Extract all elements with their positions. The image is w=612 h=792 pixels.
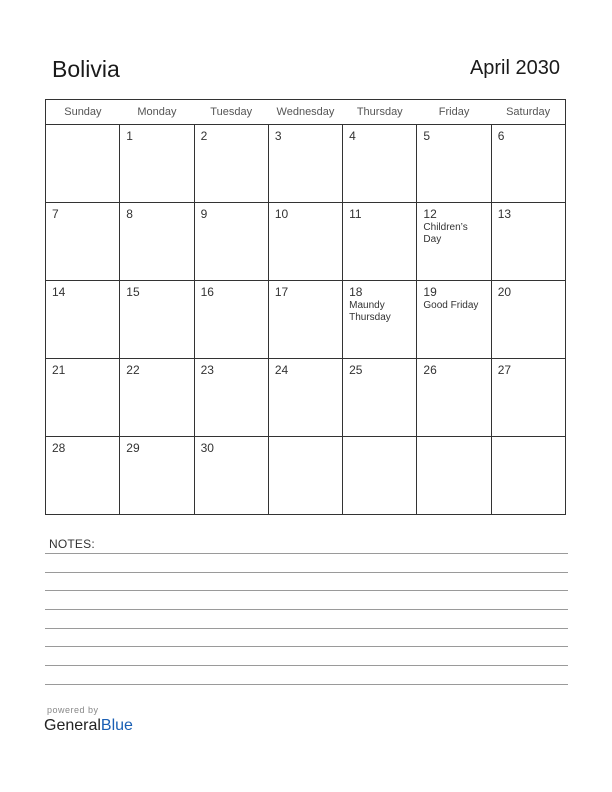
day-cell[interactable] [343, 359, 417, 437]
brand-logo[interactable] [44, 717, 133, 735]
holiday-label: Maundy Thursday [349, 300, 391, 323]
day-cell[interactable] [417, 281, 491, 359]
day-cell[interactable] [194, 437, 268, 515]
weekday-saturday: Saturday [491, 100, 565, 125]
day-cell[interactable] [491, 437, 565, 515]
day-number: 21 [52, 363, 66, 377]
week-row [46, 203, 566, 281]
day-number: 15 [126, 285, 140, 299]
day-number: 9 [200, 207, 208, 221]
day-number: 3 [274, 129, 282, 143]
day-cell[interactable] [417, 203, 491, 281]
note-line [45, 646, 568, 647]
day-number: 25 [349, 363, 363, 377]
note-line [45, 590, 568, 591]
week-row [46, 359, 566, 437]
note-line [45, 684, 568, 685]
day-number: 7 [52, 207, 59, 221]
week-row [46, 125, 566, 203]
day-cell[interactable] [268, 359, 342, 437]
day-cell[interactable] [417, 359, 491, 437]
weekday-thursday: Thursday [343, 100, 417, 125]
day-cell[interactable] [194, 281, 268, 359]
week-row [46, 437, 566, 515]
note-line [45, 609, 568, 610]
day-cell[interactable] [417, 437, 491, 515]
day-cell[interactable] [343, 437, 417, 515]
day-number: 8 [126, 207, 133, 221]
day-cell[interactable] [343, 125, 417, 203]
day-cell[interactable] [46, 359, 120, 437]
week-row [46, 281, 566, 359]
day-cell[interactable] [46, 125, 120, 203]
day-number: 26 [423, 363, 437, 377]
day-number: 22 [126, 363, 140, 377]
brand-general: General [44, 717, 101, 734]
day-number: 1 [126, 129, 133, 143]
day-number: 24 [274, 363, 289, 377]
note-line [45, 665, 568, 666]
day-cell[interactable] [268, 281, 342, 359]
day-number: 10 [274, 207, 289, 221]
day-number: 23 [200, 363, 214, 377]
day-cell[interactable] [491, 203, 565, 281]
day-cell[interactable] [120, 281, 194, 359]
day-number: 19 [423, 285, 437, 299]
day-number: 13 [497, 207, 512, 221]
day-number: 4 [349, 129, 356, 143]
day-cell[interactable] [417, 125, 491, 203]
weekday-header-row [46, 100, 566, 125]
weekday-monday: Monday [120, 100, 194, 125]
day-cell[interactable] [491, 281, 565, 359]
day-number: 30 [200, 441, 214, 455]
weekday-tuesday: Tuesday [194, 100, 268, 125]
day-number: 18 [349, 285, 363, 299]
day-cell[interactable] [120, 203, 194, 281]
day-number: 12 [423, 207, 437, 221]
day-number: 14 [52, 285, 66, 299]
note-line [45, 553, 568, 554]
month-year-title: April 2030 [469, 57, 560, 79]
note-line [45, 572, 568, 573]
day-number: 27 [497, 363, 512, 377]
day-cell[interactable] [46, 203, 120, 281]
day-cell[interactable] [194, 125, 268, 203]
day-cell[interactable] [268, 437, 342, 515]
day-cell[interactable] [491, 125, 565, 203]
notes-label: NOTES: [49, 537, 95, 551]
day-cell[interactable] [120, 437, 194, 515]
day-cell[interactable] [120, 359, 194, 437]
day-number: 17 [274, 285, 289, 299]
day-cell[interactable] [120, 125, 194, 203]
day-number: 2 [200, 129, 208, 143]
weekday-wednesday: Wednesday [268, 100, 342, 125]
day-number: 28 [52, 441, 66, 455]
day-cell[interactable] [194, 359, 268, 437]
day-number: 11 [349, 207, 362, 221]
day-number: 16 [200, 285, 214, 299]
day-number: 20 [497, 285, 512, 299]
weekday-sunday: Sunday [46, 100, 120, 125]
day-cell[interactable] [46, 281, 120, 359]
day-number: 5 [423, 129, 431, 143]
day-cell[interactable] [343, 203, 417, 281]
day-number: 29 [126, 441, 140, 455]
holiday-label: Good Friday [423, 300, 479, 311]
holiday-label: Children’s Day [423, 222, 468, 245]
brand-blue: Blue [100, 717, 133, 734]
powered-by-text: powered by [47, 705, 99, 715]
day-cell[interactable] [194, 203, 268, 281]
day-number: 6 [497, 129, 505, 143]
day-cell[interactable] [491, 359, 565, 437]
day-cell[interactable] [268, 125, 342, 203]
day-cell[interactable] [46, 437, 120, 515]
day-cell[interactable] [343, 281, 417, 359]
note-line [45, 628, 568, 629]
country-title: Bolivia [52, 56, 120, 82]
weekday-friday: Friday [417, 100, 491, 125]
calendar-grid [45, 99, 566, 515]
day-cell[interactable] [268, 203, 342, 281]
